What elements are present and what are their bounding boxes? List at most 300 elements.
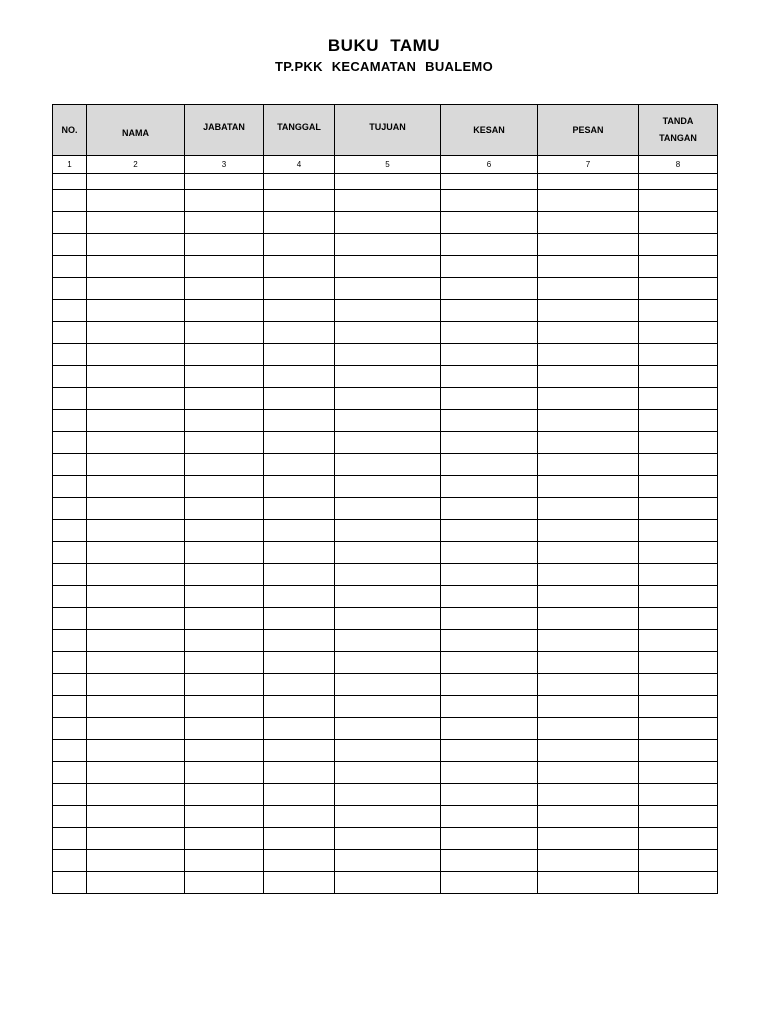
table-cell-tujuan	[335, 762, 441, 784]
table-cell-kesan	[441, 850, 538, 872]
table-cell-nama	[87, 520, 185, 542]
table-cell-tanda-tangan	[639, 674, 718, 696]
table-cell-tanda-tangan	[639, 564, 718, 586]
table-cell-tanggal	[264, 234, 335, 256]
table-cell-pesan	[538, 322, 639, 344]
table-cell-tujuan	[335, 674, 441, 696]
table-cell-jabatan	[185, 740, 264, 762]
column-number: 2	[87, 156, 185, 174]
table-cell-pesan	[538, 740, 639, 762]
table-cell-tujuan	[335, 696, 441, 718]
table-cell-tanda-tangan	[639, 806, 718, 828]
header-pesan: PESAN	[538, 105, 639, 156]
table-row	[53, 608, 718, 630]
table-cell-kesan	[441, 388, 538, 410]
table-cell-nama	[87, 410, 185, 432]
table-row	[53, 174, 718, 190]
table-cell-nama	[87, 344, 185, 366]
table-cell-tanggal	[264, 256, 335, 278]
table-cell-pesan	[538, 850, 639, 872]
table-cell-tanda-tangan	[639, 828, 718, 850]
table-cell-tanda-tangan	[639, 740, 718, 762]
table-cell-jabatan	[185, 784, 264, 806]
table-cell-kesan	[441, 806, 538, 828]
table-cell-pesan	[538, 366, 639, 388]
table-cell-jabatan	[185, 322, 264, 344]
table-cell-no	[53, 410, 87, 432]
table-row	[53, 366, 718, 388]
table-cell-jabatan	[185, 718, 264, 740]
table-cell-tanggal	[264, 850, 335, 872]
table-cell-tanggal	[264, 784, 335, 806]
table-cell-jabatan	[185, 520, 264, 542]
table-cell-no	[53, 212, 87, 234]
table-cell-kesan	[441, 278, 538, 300]
table-cell-jabatan	[185, 476, 264, 498]
table-cell-pesan	[538, 300, 639, 322]
table-cell-nama	[87, 674, 185, 696]
table-cell-tanda-tangan	[639, 190, 718, 212]
table-row	[53, 190, 718, 212]
table-cell-tujuan	[335, 212, 441, 234]
table-cell-pesan	[538, 388, 639, 410]
table-cell-nama	[87, 278, 185, 300]
table-cell-jabatan	[185, 872, 264, 894]
table-cell-no	[53, 872, 87, 894]
table-cell-jabatan	[185, 256, 264, 278]
table-cell-pesan	[538, 212, 639, 234]
table-cell-tanda-tangan	[639, 344, 718, 366]
table-cell-pesan	[538, 652, 639, 674]
table-cell-kesan	[441, 630, 538, 652]
table-row	[53, 850, 718, 872]
table-cell-nama	[87, 454, 185, 476]
table-cell-no	[53, 828, 87, 850]
table-cell-tanggal	[264, 630, 335, 652]
table-cell-pesan	[538, 476, 639, 498]
table-cell-no	[53, 762, 87, 784]
table-cell-nama	[87, 608, 185, 630]
table-cell-tujuan	[335, 630, 441, 652]
table-cell-pesan	[538, 674, 639, 696]
column-number-row	[53, 156, 718, 174]
table-cell-tanda-tangan	[639, 520, 718, 542]
table-row	[53, 652, 718, 674]
table-cell-tanda-tangan	[639, 784, 718, 806]
table-cell-tanggal	[264, 454, 335, 476]
table-cell-tujuan	[335, 806, 441, 828]
table-cell-tanggal	[264, 564, 335, 586]
table-cell-nama	[87, 696, 185, 718]
table-cell-jabatan	[185, 410, 264, 432]
table-row	[53, 278, 718, 300]
table-cell-kesan	[441, 300, 538, 322]
table-cell-tanda-tangan	[639, 256, 718, 278]
table-cell-tujuan	[335, 174, 441, 190]
table-cell-no	[53, 806, 87, 828]
table-cell-nama	[87, 630, 185, 652]
table-cell-no	[53, 432, 87, 454]
table-cell-tujuan	[335, 476, 441, 498]
table-cell-nama	[87, 190, 185, 212]
table-row	[53, 344, 718, 366]
table-cell-jabatan	[185, 630, 264, 652]
table-cell-jabatan	[185, 608, 264, 630]
table-cell-jabatan	[185, 674, 264, 696]
table-cell-tanggal	[264, 608, 335, 630]
table-cell-no	[53, 300, 87, 322]
table-cell-tanda-tangan	[639, 542, 718, 564]
table-cell-no	[53, 366, 87, 388]
table-cell-kesan	[441, 366, 538, 388]
table-cell-kesan	[441, 410, 538, 432]
table-cell-pesan	[538, 410, 639, 432]
table-cell-tujuan	[335, 234, 441, 256]
header-nama: NAMA	[87, 105, 185, 156]
table-cell-no	[53, 542, 87, 564]
table-cell-kesan	[441, 174, 538, 190]
table-cell-jabatan	[185, 586, 264, 608]
table-cell-tujuan	[335, 784, 441, 806]
table-cell-tujuan	[335, 498, 441, 520]
table-cell-pesan	[538, 718, 639, 740]
table-cell-jabatan	[185, 652, 264, 674]
table-cell-tanda-tangan	[639, 476, 718, 498]
table-cell-no	[53, 718, 87, 740]
table-cell-tujuan	[335, 586, 441, 608]
header-tanda-tangan: TANDA TANGAN	[639, 105, 718, 156]
table-cell-no	[53, 586, 87, 608]
table-cell-pesan	[538, 454, 639, 476]
table-cell-tanggal	[264, 718, 335, 740]
column-number: 3	[185, 156, 264, 174]
table-row	[53, 322, 718, 344]
table-cell-tujuan	[335, 740, 441, 762]
table-cell-tanda-tangan	[639, 762, 718, 784]
table-cell-nama	[87, 784, 185, 806]
table-cell-tujuan	[335, 454, 441, 476]
table-row	[53, 784, 718, 806]
table-cell-no	[53, 608, 87, 630]
table-cell-pesan	[538, 762, 639, 784]
table-cell-kesan	[441, 476, 538, 498]
table-cell-jabatan	[185, 828, 264, 850]
table-cell-jabatan	[185, 234, 264, 256]
table-cell-jabatan	[185, 806, 264, 828]
table-cell-kesan	[441, 322, 538, 344]
table-cell-nama	[87, 850, 185, 872]
table-cell-tujuan	[335, 300, 441, 322]
table-row	[53, 432, 718, 454]
table-cell-kesan	[441, 498, 538, 520]
table-cell-nama	[87, 366, 185, 388]
table-cell-kesan	[441, 256, 538, 278]
table-cell-kesan	[441, 652, 538, 674]
table-cell-nama	[87, 174, 185, 190]
table-cell-kesan	[441, 586, 538, 608]
column-number: 8	[639, 156, 718, 174]
table-cell-pesan	[538, 784, 639, 806]
table-cell-tanda-tangan	[639, 388, 718, 410]
table-cell-tanggal	[264, 696, 335, 718]
table-cell-kesan	[441, 608, 538, 630]
table-cell-kesan	[441, 784, 538, 806]
table-cell-pesan	[538, 872, 639, 894]
table-cell-jabatan	[185, 174, 264, 190]
table-cell-pesan	[538, 828, 639, 850]
table-cell-no	[53, 784, 87, 806]
table-cell-nama	[87, 828, 185, 850]
table-cell-tujuan	[335, 256, 441, 278]
table-cell-jabatan	[185, 300, 264, 322]
table-cell-tanggal	[264, 498, 335, 520]
table-cell-tanggal	[264, 366, 335, 388]
table-cell-pesan	[538, 432, 639, 454]
table-cell-jabatan	[185, 542, 264, 564]
table-cell-no	[53, 696, 87, 718]
table-cell-jabatan	[185, 432, 264, 454]
table-cell-kesan	[441, 872, 538, 894]
header-no: NO.	[53, 105, 87, 156]
table-row	[53, 300, 718, 322]
table-cell-tanda-tangan	[639, 586, 718, 608]
table-cell-tanggal	[264, 344, 335, 366]
table-cell-nama	[87, 806, 185, 828]
table-cell-jabatan	[185, 696, 264, 718]
table-cell-tujuan	[335, 872, 441, 894]
table-cell-tanggal	[264, 740, 335, 762]
table-cell-nama	[87, 322, 185, 344]
table-row	[53, 234, 718, 256]
table-cell-tanda-tangan	[639, 652, 718, 674]
table-cell-no	[53, 388, 87, 410]
table-cell-jabatan	[185, 388, 264, 410]
table-row	[53, 476, 718, 498]
table-row	[53, 212, 718, 234]
table-cell-pesan	[538, 498, 639, 520]
table-cell-tanggal	[264, 174, 335, 190]
table-cell-no	[53, 674, 87, 696]
table-cell-tanggal	[264, 190, 335, 212]
table-cell-tanda-tangan	[639, 212, 718, 234]
table-cell-tanggal	[264, 872, 335, 894]
table-cell-kesan	[441, 344, 538, 366]
table-cell-nama	[87, 872, 185, 894]
table-cell-pesan	[538, 234, 639, 256]
table-cell-tujuan	[335, 344, 441, 366]
table-cell-pesan	[538, 564, 639, 586]
table-cell-tanda-tangan	[639, 718, 718, 740]
table-cell-kesan	[441, 762, 538, 784]
table-cell-tanda-tangan	[639, 366, 718, 388]
table-cell-jabatan	[185, 278, 264, 300]
table-cell-nama	[87, 234, 185, 256]
table-cell-no	[53, 344, 87, 366]
table-cell-nama	[87, 652, 185, 674]
table-cell-nama	[87, 300, 185, 322]
table-cell-pesan	[538, 256, 639, 278]
table-cell-tujuan	[335, 278, 441, 300]
table-cell-nama	[87, 564, 185, 586]
table-cell-pesan	[538, 696, 639, 718]
table-cell-no	[53, 476, 87, 498]
document-title: BUKU TAMU	[327, 36, 441, 55]
table-cell-pesan	[538, 278, 639, 300]
header-row	[53, 105, 718, 156]
column-number: 1	[53, 156, 87, 174]
table-row	[53, 520, 718, 542]
table-cell-pesan	[538, 630, 639, 652]
table-cell-kesan	[441, 520, 538, 542]
table-cell-no	[53, 498, 87, 520]
table-cell-jabatan	[185, 850, 264, 872]
header-tanggal: TANGGAL	[264, 105, 335, 156]
guest-entries	[53, 174, 718, 894]
table-cell-nama	[87, 498, 185, 520]
column-number: 5	[335, 156, 441, 174]
table-cell-jabatan	[185, 762, 264, 784]
table-cell-no	[53, 520, 87, 542]
table-cell-jabatan	[185, 454, 264, 476]
table-cell-tanggal	[264, 300, 335, 322]
table-cell-nama	[87, 476, 185, 498]
table-cell-kesan	[441, 542, 538, 564]
table-cell-no	[53, 278, 87, 300]
header-kesan: KESAN	[441, 105, 538, 156]
column-number: 4	[264, 156, 335, 174]
table-cell-tujuan	[335, 520, 441, 542]
table-cell-no	[53, 850, 87, 872]
guest-book-table	[52, 104, 718, 894]
table-cell-tanggal	[264, 476, 335, 498]
table-cell-tanda-tangan	[639, 432, 718, 454]
table-row	[53, 828, 718, 850]
table-cell-tanggal	[264, 322, 335, 344]
table-cell-tanda-tangan	[639, 278, 718, 300]
table-cell-no	[53, 234, 87, 256]
table-cell-kesan	[441, 234, 538, 256]
table-row	[53, 454, 718, 476]
table-cell-tanda-tangan	[639, 608, 718, 630]
table-cell-nama	[87, 542, 185, 564]
table-row	[53, 696, 718, 718]
table-row	[53, 586, 718, 608]
table-cell-pesan	[538, 520, 639, 542]
table-cell-tujuan	[335, 564, 441, 586]
table-cell-tanda-tangan	[639, 454, 718, 476]
table-cell-no	[53, 740, 87, 762]
document-subtitle: TP.PKK KECAMATAN BUALEMO	[275, 59, 493, 74]
header-tujuan: TUJUAN	[335, 105, 441, 156]
table-row	[53, 762, 718, 784]
table-cell-jabatan	[185, 190, 264, 212]
table-cell-nama	[87, 256, 185, 278]
table-cell-nama	[87, 762, 185, 784]
table-cell-tanda-tangan	[639, 300, 718, 322]
table-cell-jabatan	[185, 564, 264, 586]
table-cell-tujuan	[335, 322, 441, 344]
table-cell-pesan	[538, 586, 639, 608]
table-row	[53, 806, 718, 828]
table-cell-tanda-tangan	[639, 174, 718, 190]
table-cell-no	[53, 564, 87, 586]
table-cell-no	[53, 652, 87, 674]
table-cell-jabatan	[185, 498, 264, 520]
table-cell-tanda-tangan	[639, 630, 718, 652]
table-cell-no	[53, 322, 87, 344]
table-cell-tanggal	[264, 762, 335, 784]
table-cell-tanggal	[264, 542, 335, 564]
table-cell-kesan	[441, 432, 538, 454]
table-cell-tujuan	[335, 828, 441, 850]
table-cell-jabatan	[185, 212, 264, 234]
table-cell-tujuan	[335, 190, 441, 212]
table-cell-tanggal	[264, 674, 335, 696]
table-cell-tujuan	[335, 410, 441, 432]
table-row	[53, 872, 718, 894]
table-cell-kesan	[441, 454, 538, 476]
table-cell-tujuan	[335, 718, 441, 740]
table-cell-tanggal	[264, 828, 335, 850]
table-cell-tanda-tangan	[639, 498, 718, 520]
table-row	[53, 542, 718, 564]
table-cell-kesan	[441, 718, 538, 740]
table-cell-kesan	[441, 740, 538, 762]
table-cell-tanggal	[264, 652, 335, 674]
table-row	[53, 388, 718, 410]
table-cell-kesan	[441, 828, 538, 850]
table-cell-no	[53, 630, 87, 652]
table-cell-kesan	[441, 696, 538, 718]
table-cell-tujuan	[335, 608, 441, 630]
table-cell-pesan	[538, 174, 639, 190]
table-cell-nama	[87, 388, 185, 410]
table-row	[53, 564, 718, 586]
table-cell-jabatan	[185, 366, 264, 388]
table-row	[53, 718, 718, 740]
table-cell-kesan	[441, 190, 538, 212]
table-cell-nama	[87, 718, 185, 740]
table-row	[53, 740, 718, 762]
table-row	[53, 498, 718, 520]
header-jabatan: JABATAN	[185, 105, 264, 156]
table-cell-no	[53, 454, 87, 476]
table-cell-tujuan	[335, 850, 441, 872]
table-cell-tanggal	[264, 432, 335, 454]
table-cell-pesan	[538, 608, 639, 630]
table-cell-pesan	[538, 542, 639, 564]
table-cell-tanda-tangan	[639, 872, 718, 894]
table-cell-nama	[87, 586, 185, 608]
table-row	[53, 674, 718, 696]
table-cell-nama	[87, 432, 185, 454]
table-cell-tanda-tangan	[639, 410, 718, 432]
table-row	[53, 630, 718, 652]
table-cell-tanda-tangan	[639, 322, 718, 344]
table-cell-tujuan	[335, 366, 441, 388]
table-cell-tanggal	[264, 212, 335, 234]
table-cell-pesan	[538, 344, 639, 366]
table-cell-nama	[87, 740, 185, 762]
table-cell-no	[53, 174, 87, 190]
table-cell-tanda-tangan	[639, 696, 718, 718]
table-cell-tanggal	[264, 586, 335, 608]
table-cell-jabatan	[185, 344, 264, 366]
table-cell-pesan	[538, 190, 639, 212]
table-cell-tanggal	[264, 388, 335, 410]
table-cell-tanggal	[264, 806, 335, 828]
table-cell-nama	[87, 212, 185, 234]
